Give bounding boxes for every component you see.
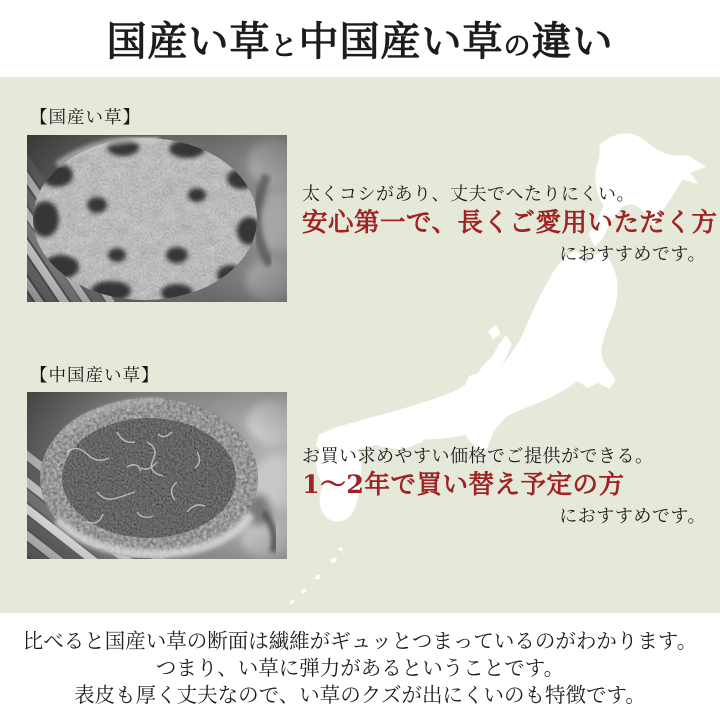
domestic-text-block — [302, 183, 718, 267]
page-title — [107, 10, 614, 67]
chinese-label: 【中国産い草】 — [30, 366, 160, 386]
title-bar — [0, 0, 720, 77]
chinese-suffix: におすすめです。 — [559, 506, 706, 527]
domestic-description: 太くコシがあり、丈夫でへたりにくい。 — [302, 184, 635, 205]
footer-line-3: 表皮も厚く丈夫なので、い草のクズが出にくいのも特徴です。 — [74, 683, 646, 707]
domestic-highlight: 安心第一で、長くご愛用いただく方 — [302, 208, 718, 238]
sado-island — [488, 325, 501, 340]
footer-note — [0, 628, 720, 709]
domestic-suffix: におすすめです。 — [559, 244, 706, 265]
sem-cross-section-domestic-graphic — [27, 135, 287, 302]
chinese-highlight: 1〜2年で買い替え予定の方 — [302, 470, 625, 500]
footer-line-2: つまり、い草に弾力があるということです。 — [155, 656, 565, 680]
honshu-shape — [316, 250, 618, 454]
title-joiner-to: と — [270, 31, 299, 62]
island-trail — [289, 547, 343, 605]
chinese-description: お買い求めやすい価格でご提供ができる。 — [302, 446, 654, 467]
chinese-sem-photo — [27, 392, 287, 559]
comparison-panel — [0, 77, 720, 613]
footer-line-1: 比べると国産い草の断面は繊維がギュッとつまっているのがわかります。 — [22, 629, 698, 653]
title-part-difference: 違い — [531, 18, 614, 65]
sem-cross-section-chinese-graphic — [27, 392, 287, 559]
title-part-chinese: 中国産い草 — [298, 18, 504, 65]
chinese-text-block — [302, 445, 708, 529]
title-joiner-no: の — [503, 31, 532, 62]
title-part-domestic: 国産い草 — [106, 18, 271, 65]
domestic-sem-photo — [27, 135, 287, 302]
domestic-label: 【国産い草】 — [30, 108, 141, 128]
